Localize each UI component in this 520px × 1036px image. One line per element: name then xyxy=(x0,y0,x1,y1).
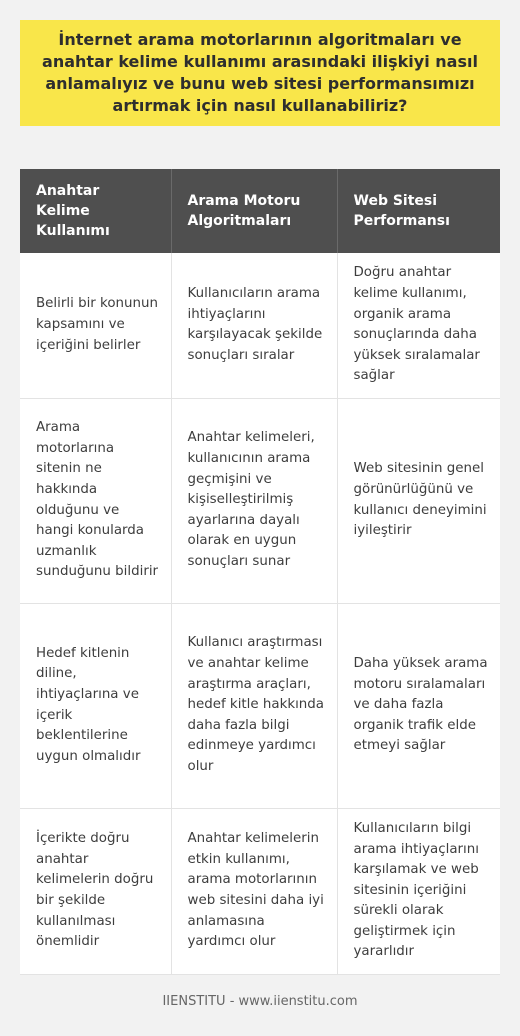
comparison-table xyxy=(20,169,500,975)
table-cell: Anahtar kelimeleri, kullanıcının arama geçmişini ve kişiselleştirilmiş ayarlarına dayalı olarak en uygun sonuçları sunar xyxy=(171,398,337,603)
table-cell: Belirli bir konunun kapsamını ve içeriğini belirler xyxy=(20,253,171,398)
column-header-search-algorithms: Arama Motoru Algoritmaları xyxy=(171,169,337,253)
table-row xyxy=(20,253,500,398)
table-cell: Anahtar kelimelerin etkin kullanımı, arama motorlarının web sitesini daha iyi anlamasına yardımcı olur xyxy=(171,808,337,974)
column-header-keyword-usage: Anahtar Kelime Kullanımı xyxy=(20,169,171,253)
title-banner xyxy=(20,20,500,126)
table-cell: Arama motorlarına sitenin ne hakkında olduğunu ve hangi konularda uzmanlık sunduğunu bildirir xyxy=(20,398,171,603)
footer-credit: IIENSTITU - www.iienstitu.com xyxy=(162,994,358,1009)
table-body xyxy=(20,253,500,974)
table-cell: Kullanıcıların arama ihtiyaçlarını karşılayacak şekilde sonuçları sıralar xyxy=(171,253,337,398)
table-row xyxy=(20,808,500,974)
table-cell: Kullanıcıların bilgi arama ihtiyaçlarını karşılamak ve web sitesinin içeriğini sürekli olarak geliştirmek için yararlıdır xyxy=(337,808,500,974)
table-row xyxy=(20,603,500,808)
table-row xyxy=(20,398,500,603)
column-header-site-performance: Web Sitesi Performansı xyxy=(337,169,500,253)
header-row xyxy=(20,169,500,253)
table-cell: Kullanıcı araştırması ve anahtar kelime araştırma araçları, hedef kitle hakkında daha fazla bilgi edinmeye yardımcı olur xyxy=(171,603,337,808)
table-cell: İçerikte doğru anahtar kelimelerin doğru bir şekilde kullanılması önemlidir xyxy=(20,808,171,974)
page-title: İnternet arama motorlarının algoritmaları ve anahtar kelime kullanımı arasındaki ilişkiyi nasıl anlamalıyız ve bunu web sitesi performansımızı artırmak için nasıl kullanabiliriz? xyxy=(42,30,478,115)
table-header xyxy=(20,169,500,253)
table-cell: Web sitesinin genel görünürlüğünü ve kullanıcı deneyimini iyileştirir xyxy=(337,398,500,603)
table-cell: Doğru anahtar kelime kullanımı, organik arama sonuçlarında daha yüksek sıralamalar sağlar xyxy=(337,253,500,398)
table-cell: Hedef kitlenin diline, ihtiyaçlarına ve içerik beklentilerine uygun olmalıdır xyxy=(20,603,171,808)
table-cell: Daha yüksek arama motoru sıralamaları ve daha fazla organik trafik elde etmeyi sağlar xyxy=(337,603,500,808)
